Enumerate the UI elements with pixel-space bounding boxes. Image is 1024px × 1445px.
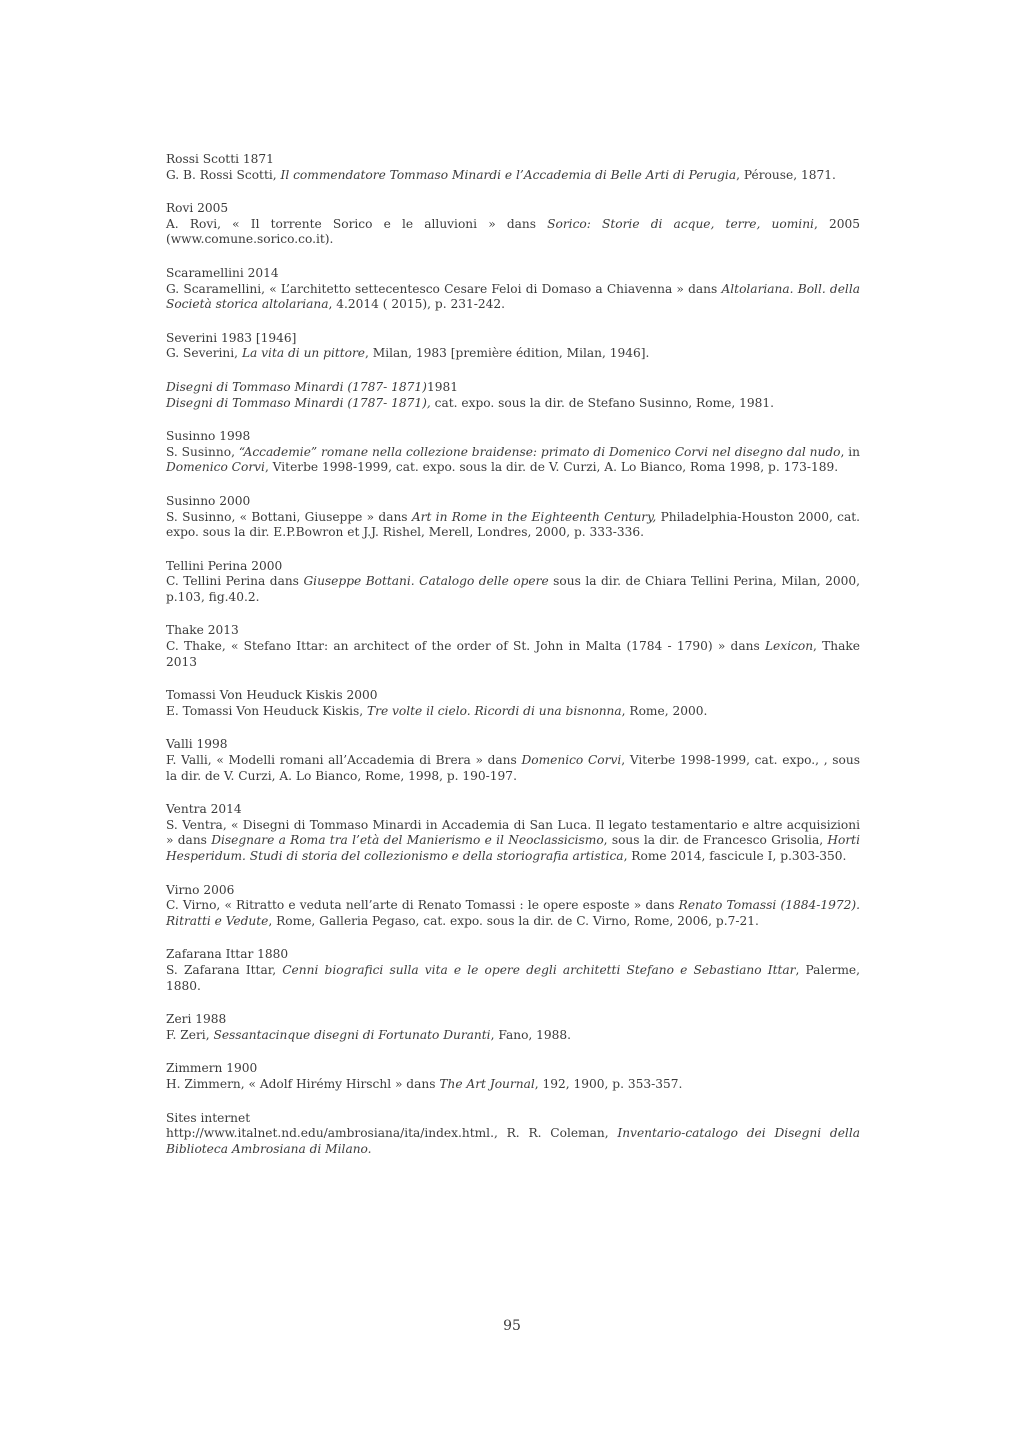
text-segment: , sous la dir. de Francesco Grisolia,: [603, 833, 828, 848]
entry-reference: [166, 282, 860, 313]
italic-title-segment: Sessantacinque disegni di Fortunato Duranti: [213, 1027, 491, 1042]
text-segment: Rossi Scotti 1871: [166, 152, 274, 166]
text-segment: F. Valli, « Modelli romani all’Accademia di Brera » dans: [166, 753, 522, 768]
entry-reference: [166, 639, 860, 670]
entry-reference: [166, 1028, 860, 1044]
entry-short-title: [166, 380, 860, 396]
entry-short-title: [166, 201, 860, 217]
entry-short-title: [166, 737, 860, 753]
text-segment: C. Thake, « Stefano Ittar: an architect of the order of St. John in Malta (1784 - 1790) » dans: [166, 639, 765, 654]
text-segment: Thake 2013: [166, 623, 239, 638]
text-segment: , 4.2014 ( 2015), p. 231-242.: [328, 297, 505, 312]
text-segment: Susinno 1998: [166, 429, 251, 444]
entry-short-title: [166, 1061, 860, 1077]
text-segment: Ventra 2014: [166, 802, 242, 817]
italic-title-segment: Disegni di Tommaso Minardi (1787- 1871): [166, 379, 427, 394]
text-segment: Philadelphia-Houston 2000, cat. expo. sous la dir. E.P.Bowron et J.J. Rishel, Merell, Londres, 2000, p. 333-336.: [166, 509, 860, 540]
entry-short-title: [166, 1111, 860, 1127]
text-segment: 1981: [426, 379, 458, 394]
italic-title-segment: Tre volte il cielo. Ricordi di una bisnonna: [366, 703, 622, 718]
entry-reference: [166, 963, 860, 994]
text-segment: S. Ventra, « Disegni di Tommaso Minardi in Accademia di San Luca. Il legato testamentario e altre acquisizioni » dans: [166, 817, 860, 848]
text-segment: Rovi 2005: [166, 201, 229, 216]
text-segment: Susinno 2000: [166, 493, 251, 508]
entry-short-title: [166, 429, 860, 445]
bibliography-entry: [166, 429, 860, 476]
italic-title-segment: Disegnare a Roma tra l’età del Manierismo e il Neoclassicismo: [211, 833, 604, 848]
text-segment: , Rome, Galleria Pegaso, cat. expo. sous la dir. de C. Virno, Rome, 2006, p.7-21.: [268, 913, 759, 928]
bibliography-entry: [166, 559, 860, 606]
entry-reference: [166, 753, 860, 784]
italic-title-segment: Inventario-catalogo dei Disegni della Biblioteca Ambrosiana di Milano.: [166, 1126, 860, 1156]
bibliography-entry: [166, 623, 860, 670]
entry-short-title: [166, 883, 860, 899]
page-number: 95: [503, 1318, 521, 1334]
entry-reference: [166, 396, 860, 412]
entry-reference: [166, 898, 860, 929]
entry-short-title: [166, 494, 860, 510]
entry-reference: [166, 510, 860, 541]
italic-title-segment: Il commendatore Tommaso Minardi e l’Accademia di Belle Arti di Perugia: [280, 167, 737, 182]
text-segment: , 2005 (www.comune.sorico.co.it).: [166, 216, 861, 247]
italic-title-segment: Giuseppe Bottani. Catalogo delle opere: [303, 574, 549, 589]
text-segment: Scaramellini 2014: [166, 265, 279, 280]
text-segment: G. Severini,: [166, 346, 242, 361]
entry-short-title: [166, 331, 860, 347]
text-segment: Severini 1983 [1946]: [166, 330, 297, 345]
entry-short-title: [166, 1012, 860, 1028]
entry-short-title: [166, 623, 860, 639]
text-segment: Sites internet: [166, 1110, 251, 1125]
entry-reference: [166, 445, 860, 476]
text-segment: G. B. Rossi Scotti,: [166, 167, 281, 182]
text-segment: S. Susinno,: [166, 444, 239, 459]
italic-title-segment: Horti Hesperidum. Studi di storia del collezionismo e della storiografia artistica: [166, 833, 860, 863]
text-segment: Zafarana Ittar 1880: [166, 947, 289, 962]
entry-reference: [166, 1077, 860, 1093]
bibliography-entry: [166, 883, 860, 930]
text-segment: , Palerme, 1880.: [166, 962, 861, 993]
text-segment: , Rome 2014, fascicule I, p.303-350.: [623, 849, 847, 863]
text-segment: C. Tellini Perina dans: [166, 574, 304, 589]
text-segment: Virno 2006: [166, 882, 235, 897]
bibliography-entry: [166, 802, 860, 864]
entry-reference: [166, 818, 860, 865]
entry-reference: [166, 704, 860, 720]
text-segment: http://www.italnet.nd.edu/ambrosiana/ita/index.html., R. R. Coleman,: [166, 1126, 618, 1141]
bibliography-entry: [166, 737, 860, 784]
italic-title-segment: Lexicon: [764, 639, 814, 654]
italic-title-segment: Disegni di Tommaso Minardi (1787- 1871),: [166, 395, 431, 410]
italic-title-segment: Domenico Corvi: [166, 460, 265, 475]
italic-title-segment: Art in Rome in the Eighteenth Century,: [411, 509, 657, 524]
text-segment: F. Zeri,: [166, 1027, 214, 1042]
bibliography-entry: [166, 152, 860, 183]
bibliography-entry: [166, 688, 860, 719]
text-segment: S. Susinno, « Bottani, Giuseppe » dans: [166, 509, 412, 524]
text-segment: , in: [840, 444, 861, 459]
text-segment: Zimmern 1900: [166, 1061, 258, 1076]
text-segment: , Thake 2013: [166, 639, 860, 669]
entry-short-title: [166, 802, 860, 818]
bibliography: [166, 152, 860, 1175]
text-segment: , 192, 1900, p. 353-357.: [534, 1076, 683, 1091]
bibliography-entry: [166, 1061, 860, 1092]
text-segment: S. Zafarana Ittar,: [166, 962, 283, 977]
text-segment: Valli 1998: [166, 737, 228, 752]
bibliography-entry: [166, 201, 860, 248]
italic-title-segment: Sorico: Storie di acque, terre, uomini: [547, 216, 814, 231]
entry-short-title: [166, 152, 860, 168]
italic-title-segment: Altolariana. Boll. della Società storica altolariana: [166, 281, 860, 312]
entry-short-title: [166, 266, 860, 282]
text-segment: , Viterbe 1998-1999, cat. expo., , sous la dir. de V. Curzi, A. Lo Bianco, Rome, 1998, p. 190-197.: [166, 753, 860, 783]
text-segment: H. Zimmern, « Adolf Hirémy Hirschl » dans: [166, 1076, 440, 1091]
entry-short-title: [166, 688, 860, 704]
entry-reference: [166, 1126, 860, 1157]
bibliography-entry: [166, 380, 860, 411]
entry-short-title: [166, 559, 860, 575]
text-segment: , Fano, 1988.: [490, 1027, 572, 1042]
text-segment: A. Rovi, « Il torrente Sorico e le alluvioni » dans: [166, 216, 548, 231]
italic-title-segment: La vita di un pittore: [241, 346, 366, 361]
entry-short-title: [166, 947, 860, 963]
italic-title-segment: The Art Journal: [439, 1076, 535, 1091]
italic-title-segment: “Accademie” romane nella collezione braidense: primato di Domenico Corvi nel disegno dal nudo: [238, 444, 841, 459]
entry-reference: [166, 168, 860, 184]
entry-reference: [166, 217, 860, 248]
text-segment: Zeri 1988: [166, 1012, 227, 1027]
bibliography-entry: [166, 1111, 860, 1158]
text-segment: C. Virno, « Ritratto e veduta nell’arte di Renato Tomassi : le opere esposte » dans: [166, 898, 679, 913]
entry-reference: [166, 574, 860, 605]
text-segment: , Viterbe 1998-1999, cat. expo. sous la dir. de V. Curzi, A. Lo Bianco, Roma 1998, p. 173-189.: [264, 460, 839, 475]
italic-title-segment: Cenni biografici sulla vita e le opere degli architetti Stefano e Sebastiano Ittar: [282, 962, 796, 977]
text-segment: Tellini Perina 2000: [166, 558, 283, 573]
italic-title-segment: Domenico Corvi: [521, 753, 622, 768]
bibliography-entry: [166, 494, 860, 541]
bibliography-entry: [166, 947, 860, 994]
text-segment: , Pérouse, 1871.: [736, 167, 836, 182]
text-segment: Tomassi Von Heuduck Kiskis 2000: [166, 688, 378, 703]
text-segment: , Milan, 1983 [première édition, Milan, 1946].: [365, 346, 650, 361]
text-segment: sous la dir. de Chiara Tellini Perina, Milan, 2000, p.103, fig.40.2.: [166, 574, 860, 604]
bibliography-entry: [166, 266, 860, 313]
italic-title-segment: Renato Tomassi (1884-1972). Ritratti e Vedute: [166, 898, 860, 928]
bibliography-entry: [166, 1012, 860, 1043]
entry-reference: [166, 346, 860, 362]
bibliography-entry: [166, 331, 860, 362]
text-segment: , Rome, 2000.: [621, 703, 708, 718]
text-segment: cat. expo. sous la dir. de Stefano Susinno, Rome, 1981.: [430, 395, 774, 410]
text-segment: E. Tomassi Von Heuduck Kiskis,: [166, 703, 367, 718]
text-segment: G. Scaramellini, « L’architetto settecentesco Cesare Feloi di Domaso a Chiavenna » dans: [166, 281, 722, 296]
